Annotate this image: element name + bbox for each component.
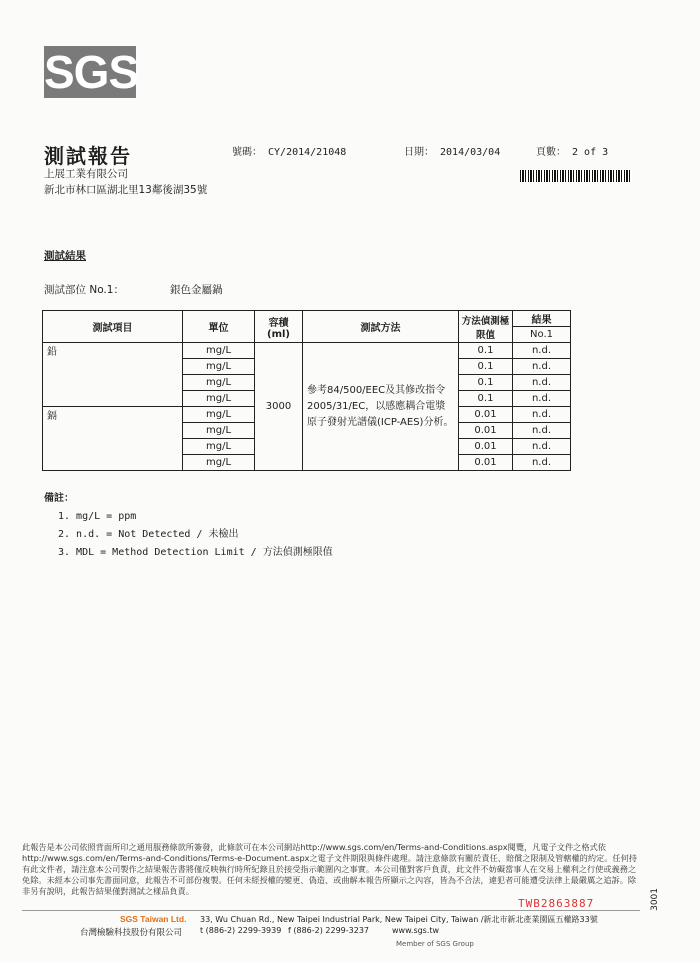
header-result: 結果 [513,311,571,327]
page-number: 頁數： 2 of 3 [536,147,609,158]
report-date: 日期： 2014/03/04 [404,147,501,158]
sgs-logo: SGS [44,46,139,98]
footer-member: Member of SGS Group [396,940,474,948]
table-row: mg/L 0.1 n.d. [43,359,571,375]
side-code: 3001 [650,888,660,911]
sgs-company-cn: 台灣檢驗科技股份有限公司 [80,928,183,938]
table-row: mg/L 0.1 n.d. [43,391,571,407]
note-item: 3. MDL = Method Detection Limit / 方法偵測極限值 [58,547,333,558]
header-result-no: No.1 [513,327,571,343]
item-lead: 鉛 [43,343,183,407]
notes-title: 備註： [44,493,74,504]
sgs-taiwan-name: SGS Taiwan Ltd. [120,914,187,924]
table-row: 鉛 mg/L 3000 參考84/500/EEC及其修改指令2005/31/EC，以感應耦合電漿原子發射光譜儀(ICP-AES)分析。 0.1 n.d. [43,343,571,359]
part-name: 銀色金屬鍋 [170,284,223,296]
table-row: mg/L 0.01 n.d. [43,423,571,439]
method-text: 參考84/500/EEC及其修改指令2005/31/EC，以感應耦合電漿原子發射光譜儀(ICP-AES)分析。 [303,343,459,471]
terms-fineprint: 此報告是本公司依照背面所印之通用服務條款所簽發，此條款可在本公司網站http://www.sgs.com/en/Terms-and-Conditions.aspx閱覽，凡電子文件之格式依http://www.sgs.com/en/Terms-and-Conditions/Terms-e-Document.aspx之電子文件期限與條件處理。請注意條款有關於責任、賠償之限制及管轄權的約定。任何持有此文件者，請注意本公司製作之結果報告書將僅反映執行時所紀錄且於接受指示範圍內之事實。本公司僅對客戶負責，此文件不妨礙當事人在交易上權利之行使或義務之免除。未經本公司事先書面同意，此報告不可部份複製。任何未經授權的變更、偽造、或曲解本報告所顯示之內容，皆為不合法，違犯者可能遭受法律上最嚴厲之追訴。除非另有說明，此報告結果僅對測試之樣品負責。 [22,842,637,896]
header-volume: 容積 (ml) [255,311,303,343]
note-item: 1. mg/L = ppm [58,511,137,522]
report-title: 測試報告 [44,144,132,168]
note-item: 2. n.d. = Not Detected / 未檢出 [58,529,239,540]
company-address: 新北市林口區湖北里13鄰後湖35號 [44,184,208,196]
part-label: 測試部位 No.1： [44,284,124,296]
volume-value: 3000 [255,343,303,471]
table-row: 鎘 mg/L 0.01 n.d. [43,407,571,423]
company-name: 上展工業有限公司 [44,168,128,180]
item-cadmium: 鎘 [43,407,183,471]
report-number: 號碼： CY/2014/21048 [232,147,347,158]
table-row: mg/L 0.01 n.d. [43,439,571,455]
section-title: 測試結果 [44,250,86,262]
serial-number: TWB2863887 [518,897,595,910]
results-table [42,310,571,471]
header-item: 測試項目 [43,311,183,343]
header-unit: 單位 [183,311,255,343]
footer-fax: f (886-2) 2299-3237 [288,926,369,935]
footer-divider [22,910,640,911]
table-row: mg/L 0.01 n.d. [43,455,571,471]
footer-web: www.sgs.tw [392,926,440,935]
footer-address: 33, Wu Chuan Rd., New Taipei Industrial Park, New Taipei City, Taiwan /新北市新北產業園區五權路33號 [200,915,598,924]
header-mdl: 方法偵測極限值 [459,311,513,343]
footer-tel: t (886-2) 2299-3939 [200,926,282,935]
barcode [520,170,632,182]
table-row: mg/L 0.1 n.d. [43,375,571,391]
header-method: 測試方法 [303,311,459,343]
notes [44,490,333,562]
